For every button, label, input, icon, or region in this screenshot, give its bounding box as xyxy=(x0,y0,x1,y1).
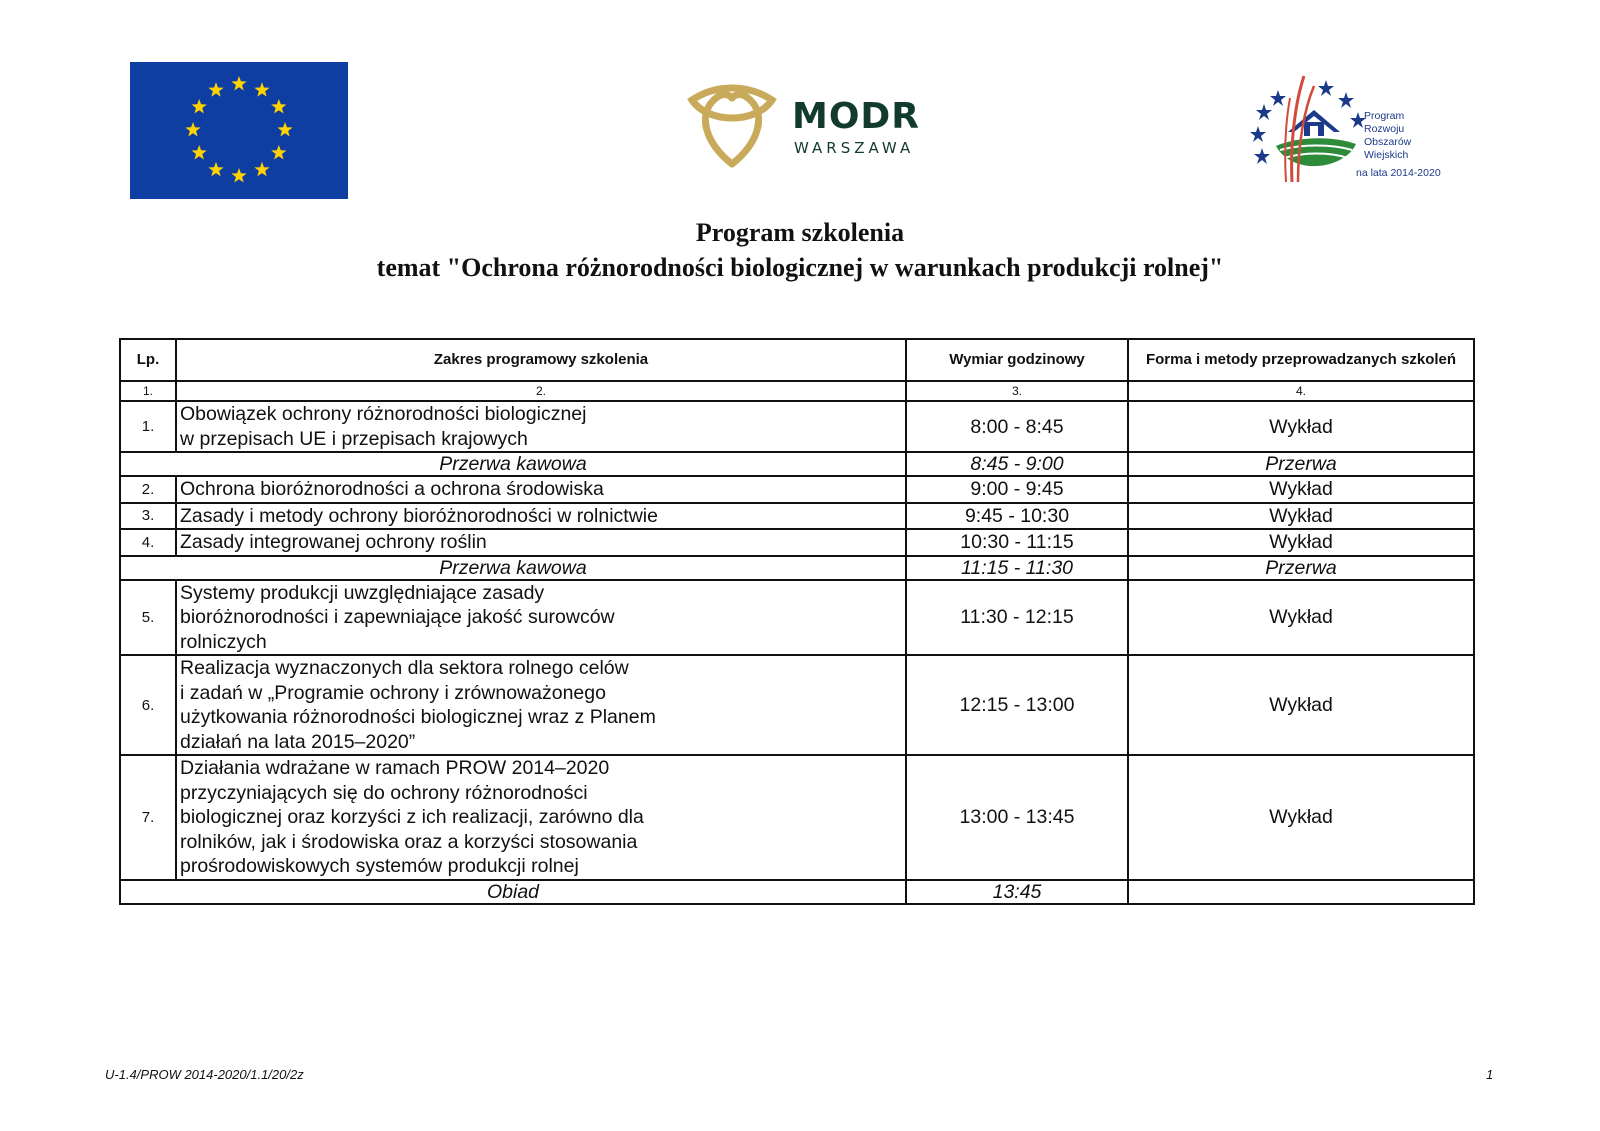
break-form: Przerwa xyxy=(1128,452,1474,476)
document-title: Program szkolenia xyxy=(695,218,905,247)
column-number: 1. xyxy=(120,381,176,401)
session-hours: 11:30 - 12:15 xyxy=(906,580,1128,656)
session-form: Wykład xyxy=(1128,503,1474,530)
document-code: U-1.4/PROW 2014-2020/1.1/20/2z xyxy=(105,1067,304,1082)
break-hours: 8:45 - 9:00 xyxy=(906,452,1128,476)
topic-line: rolników, jak i środowiska oraz a korzyści stosowania xyxy=(180,830,638,853)
header-form: Forma i metody przeprowadzanych szkoleń xyxy=(1128,339,1474,381)
header-lp: Lp. xyxy=(120,339,176,381)
session-number: 3. xyxy=(120,503,176,530)
topic-line: bioróżnorodności i zapewniające jakość surowców xyxy=(180,606,615,628)
session-form: Wykład xyxy=(1128,529,1474,556)
session-number: 1. xyxy=(120,401,176,452)
prow-text xyxy=(1364,110,1411,162)
eu-star-icon xyxy=(231,168,246,183)
session-row xyxy=(120,503,1474,530)
eu-star-icon xyxy=(192,99,207,114)
eu-star-icon xyxy=(208,162,223,177)
session-form: Wykład xyxy=(1128,580,1474,656)
page-number: 1 xyxy=(1486,1067,1494,1082)
eu-star-icon xyxy=(277,122,292,137)
session-hours: 10:30 - 11:15 xyxy=(906,529,1128,556)
session-row xyxy=(120,580,1474,656)
topic-line: Realizacja wyznaczonych dla sektora rolnego celów xyxy=(180,657,629,679)
topic-line: użytkowania różnorodności biologicznej wraz z Planem xyxy=(180,706,656,728)
break-row xyxy=(120,452,1474,476)
topic-line: i zadań w „Programie ochrony i zrównoważonego xyxy=(180,681,606,704)
session-topic xyxy=(176,401,906,452)
modr-name: MODR xyxy=(792,96,921,137)
session-number: 7. xyxy=(120,755,176,880)
break-hours: 11:15 - 11:30 xyxy=(906,556,1128,580)
eu-star-icon xyxy=(271,99,286,114)
eu-star-icon xyxy=(185,122,200,137)
eu-star-icon xyxy=(192,145,207,160)
break-form xyxy=(1128,880,1474,904)
eu-flag-icon xyxy=(130,62,348,199)
session-number: 2. xyxy=(120,476,176,503)
table-header-row xyxy=(120,339,1474,381)
break-form: Przerwa xyxy=(1128,556,1474,580)
topic-line: przyczyniających się do ochrony różnorodności xyxy=(180,781,588,804)
break-label: Przerwa kawowa xyxy=(120,452,906,476)
break-label: Obiad xyxy=(120,880,906,904)
session-hours: 8:00 - 8:45 xyxy=(906,401,1128,452)
session-hours: 9:00 - 9:45 xyxy=(906,476,1128,503)
topic-line: Ochrona bioróżnorodności a ochrona środowiska xyxy=(180,478,604,500)
session-hours: 9:45 - 10:30 xyxy=(906,503,1128,530)
prow-logo xyxy=(1248,70,1458,188)
prow-line: Program xyxy=(1364,110,1405,122)
schedule-table xyxy=(119,338,1475,905)
topic-line: biologicznej oraz korzyści z ich realizacji, zarówno dla xyxy=(180,806,644,828)
topic-line: Obowiązek ochrony różnorodności biologicznej xyxy=(180,403,587,425)
break-label: Przerwa kawowa xyxy=(120,556,906,580)
topic-line: Systemy produkcji uwzględniające zasady xyxy=(180,581,545,604)
session-number: 4. xyxy=(120,529,176,556)
session-row xyxy=(120,755,1474,880)
eu-star-icon xyxy=(254,162,269,177)
prow-line: Wiejskich xyxy=(1364,149,1409,161)
session-topic xyxy=(176,503,906,530)
topic-line: Działania wdrażane w ramach PROW 2014–2020 xyxy=(180,757,610,779)
topic-line: działań na lata 2015–2020” xyxy=(180,730,416,753)
prow-line: Obszarów xyxy=(1364,136,1412,148)
eu-star-icon xyxy=(254,82,269,96)
column-number-row xyxy=(120,381,1474,401)
topic-line: rolniczych xyxy=(180,630,267,653)
break-row xyxy=(120,556,1474,580)
topic-line: Zasady i metody ochrony bioróżnorodności w rolnictwie xyxy=(180,504,658,527)
prow-line: Rozwoju xyxy=(1364,123,1405,135)
session-row xyxy=(120,529,1474,556)
session-row xyxy=(120,476,1474,503)
header-topic: Zakres programowy szkolenia xyxy=(176,339,906,381)
session-form: Wykład xyxy=(1128,755,1474,880)
session-row xyxy=(120,655,1474,755)
modr-logo xyxy=(686,84,936,170)
session-hours: 13:00 - 13:45 xyxy=(906,755,1128,880)
session-form: Wykład xyxy=(1128,655,1474,755)
session-row xyxy=(120,401,1474,452)
eu-star-icon xyxy=(231,76,246,91)
session-form: Wykład xyxy=(1128,401,1474,452)
header-hours: Wymiar godzinowy xyxy=(906,339,1128,381)
trefoil-icon xyxy=(686,84,778,170)
session-topic xyxy=(176,755,906,880)
table-body xyxy=(120,401,1474,904)
column-number: 3. xyxy=(906,381,1128,401)
break-hours: 13:45 xyxy=(906,880,1128,904)
eu-flag-stars xyxy=(130,62,348,199)
session-number: 5. xyxy=(120,580,176,656)
break-row xyxy=(120,880,1474,904)
modr-city: WARSZAWA xyxy=(794,139,915,157)
column-number: 4. xyxy=(1128,381,1474,401)
topic-line: w przepisach UE i przepisach krajowych xyxy=(180,427,528,450)
column-number: 2. xyxy=(176,381,906,401)
eu-star-icon xyxy=(271,145,286,160)
session-topic xyxy=(176,580,906,656)
session-topic xyxy=(176,476,906,503)
document-subtitle: temat "Ochrona różnorodności biologicznej w warunkach produkcji rolnej" xyxy=(376,253,1224,282)
eu-star-icon xyxy=(208,82,223,96)
topic-line: prośrodowiskowych systemów produkcji rolnej xyxy=(180,855,579,877)
session-form: Wykład xyxy=(1128,476,1474,503)
session-number: 6. xyxy=(120,655,176,755)
session-topic xyxy=(176,529,906,556)
session-hours: 12:15 - 13:00 xyxy=(906,655,1128,755)
topic-line: Zasady integrowanej ochrony roślin xyxy=(180,531,487,553)
prow-years: na lata 2014-2020 xyxy=(1356,167,1441,179)
session-topic xyxy=(176,655,906,755)
